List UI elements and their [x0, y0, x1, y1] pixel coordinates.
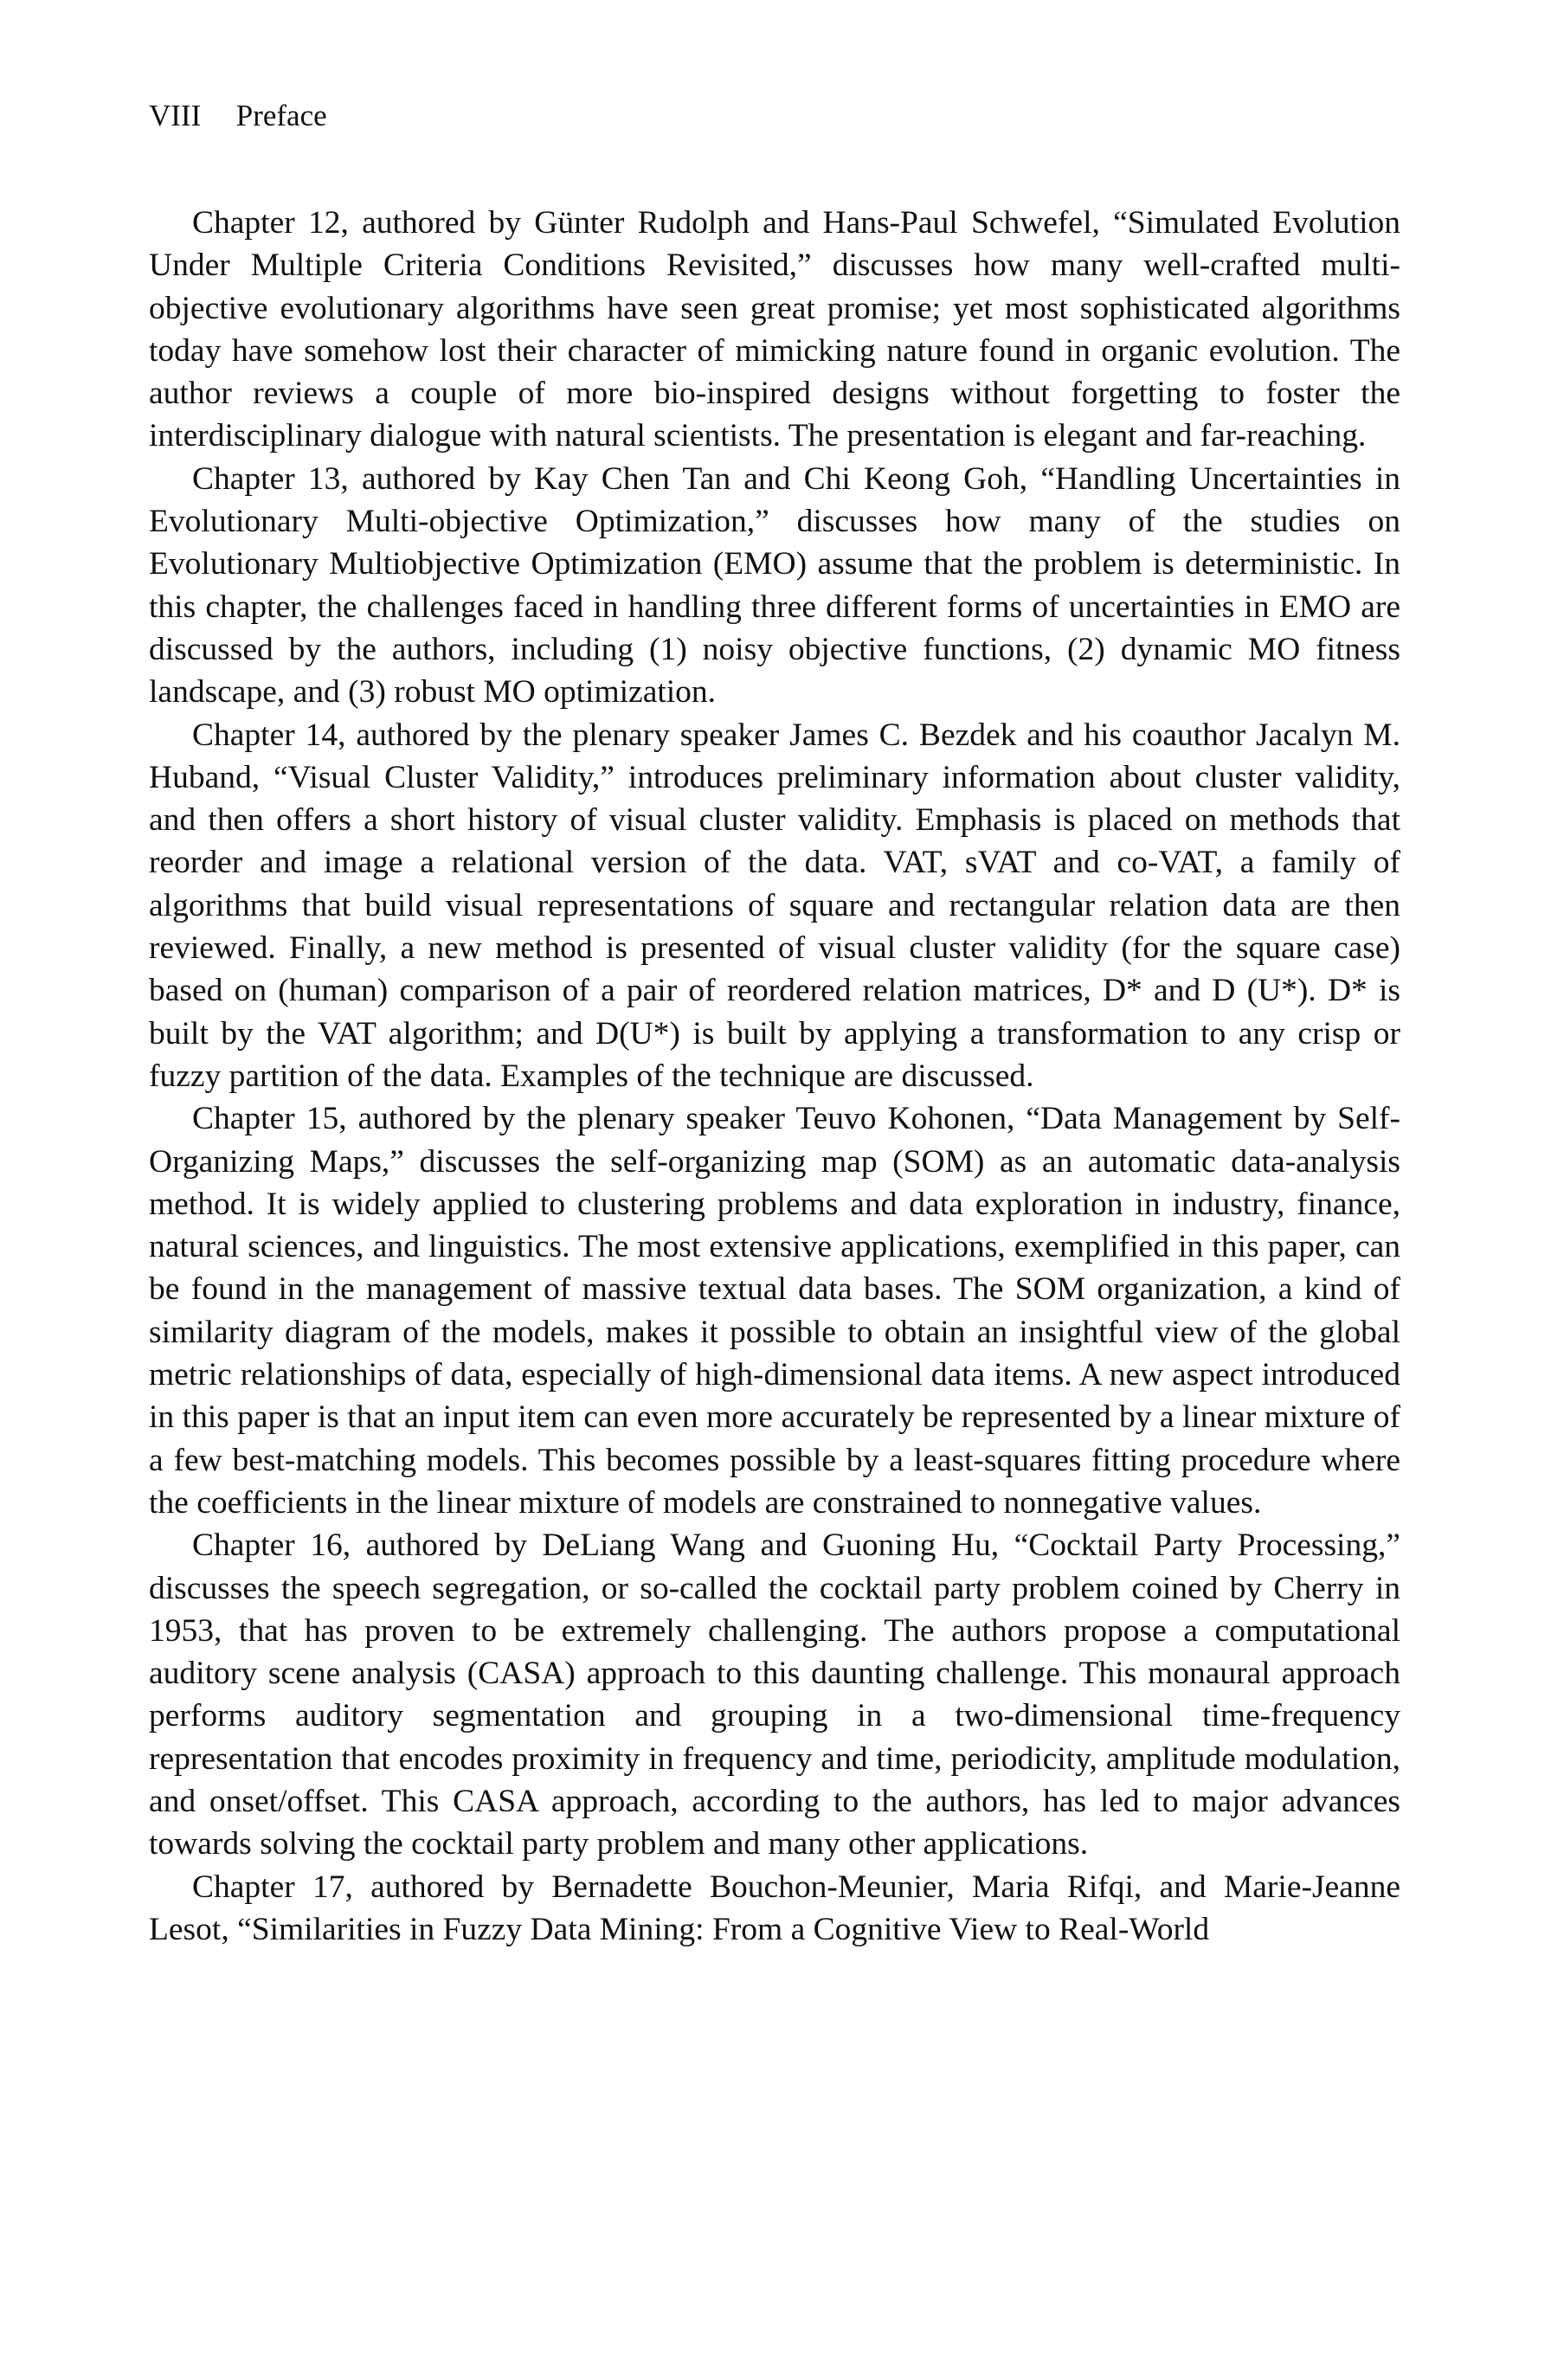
section-title: Preface	[235, 99, 327, 132]
running-head	[149, 97, 327, 135]
paragraph-chapter-15: Chapter 15, authored by the plenary speaker Teuvo Kohonen, “Data Management by Self-Organizing Maps,” discusses the self-organizing map (SOM) as an automatic data-analysis method. It is widely applied to clustering problems and data exploration in industry, finance, natural sciences, and linguistics. The most extensive applications, exemplified in this paper, can be found in the management of massive textual data bases. The SOM organization, a kind of similarity diagram of the models, makes it possible to obtain an insightful view of the global metric relationships of data, especially of high-dimensional data items. A new aspect introduced in this paper is that an input item can even more accurately be represented by a linear mixture of a few best-matching models. This becomes possible by a least-squares fitting procedure where the coefficients in the linear mixture of models are constrained to nonnegative values.	[149, 1101, 1400, 1521]
paragraph-chapter-16: Chapter 16, authored by DeLiang Wang and Guoning Hu, “Cocktail Party Processing,” discusses the speech segregation, or so-called the cocktail party problem coined by Cherry in 1953, that has proven to be extremely challenging. The authors propose a computational auditory scene analysis (CASA) approach to this daunting challenge. This monaural approach performs auditory segmentation and grouping in a two-dimensional time-frequency representation that encodes proximity in frequency and time, periodicity, amplitude modulation, and onset/offset. This CASA approach, according to the authors, has led to major advances towards solving the cocktail party problem and many other applications.	[149, 1528, 1400, 1862]
paragraph-chapter-17: Chapter 17, authored by Bernadette Bouchon-Meunier, Maria Rifqi, and Marie-Jeanne Lesot, “Similarities in Fuzzy Data Mining: From a Cognitive View to Real-World	[149, 1869, 1400, 1947]
body-text	[149, 202, 1400, 1951]
paragraph-chapter-14: Chapter 14, authored by the plenary speaker James C. Bezdek and his coauthor Jacalyn M. Huband, “Visual Cluster Validity,” introduces preliminary information about cluster validity, and then offers a short history of visual cluster validity. Emphasis is placed on methods that reorder and image a relational version of the data. VAT, sVAT and co-VAT, a family of algorithms that build visual representations of square and rectangular relation data are then reviewed. Finally, a new method is presented of visual cluster validity (for the square case) based on (human) comparison of a pair of reordered relation matrices, D* and D (U*). D* is built by the VAT algorithm; and D(U*) is built by applying a transformation to any crisp or fuzzy partition of the data. Examples of the technique are discussed.	[149, 717, 1400, 1094]
page-number: VIII	[149, 99, 202, 132]
paragraph-chapter-12: Chapter 12, authored by Günter Rudolph and Hans-Paul Schwefel, “Simulated Evolution Under Multiple Criteria Conditions Revisited,” discusses how many well-crafted multi-objective evolutionary algorithms have seen great promise; yet most sophisticated algorithms today have somehow lost their character of mimicking nature found in organic evolution. The author reviews a couple of more bio-inspired designs without forgetting to foster the interdisciplinary dialogue with natural scientists. The presentation is elegant and far-reaching.	[149, 205, 1400, 454]
paragraph-chapter-13: Chapter 13, authored by Kay Chen Tan and Chi Keong Goh, “Handling Uncertainties in Evolutionary Multi-objective Optimization,” discusses how many of the studies on Evolutionary Multiobjective Optimization (EMO) assume that the problem is deterministic. In this chapter, the challenges faced in handling three different forms of uncertainties in EMO are discussed by the authors, including (1) noisy objective functions, (2) dynamic MO fitness landscape, and (3) robust MO optimization.	[149, 460, 1400, 711]
